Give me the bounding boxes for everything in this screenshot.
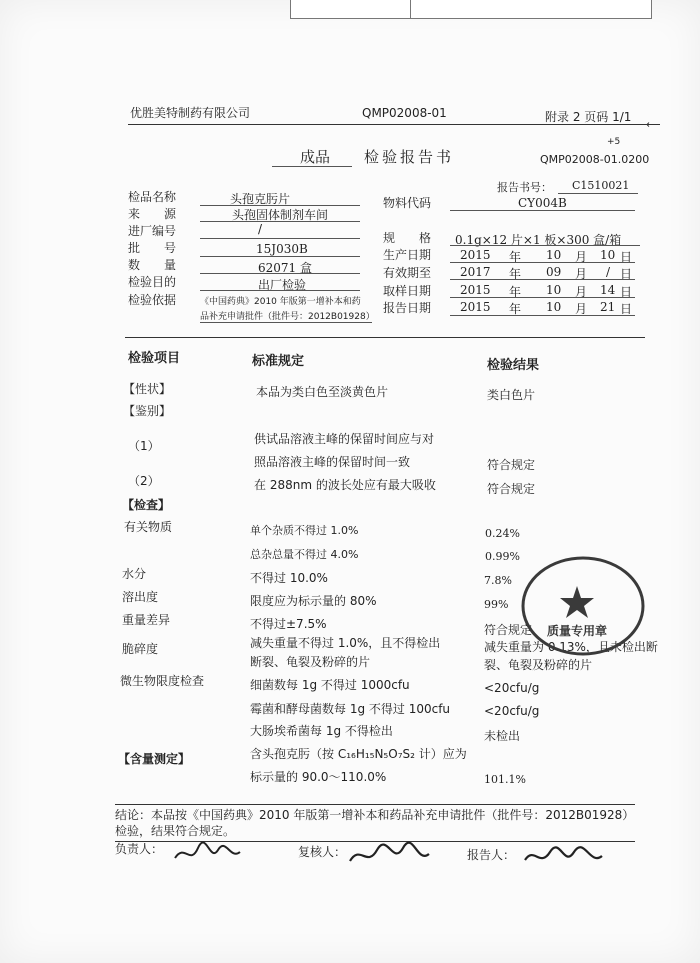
- standard-e-coli: 大肠埃希菌每 1g 不得检出: [250, 724, 393, 738]
- label-basis: 检验依据: [128, 293, 177, 307]
- value-basis-line2: 品补充申请批件（批件号：2012B01928）: [200, 312, 375, 322]
- standard-weight-variation: 不得过±7.5%: [250, 617, 327, 631]
- result-single-impurity: 0.24%: [485, 527, 520, 540]
- result-total-impurity: 0.99%: [485, 550, 520, 563]
- standard-appearance: 本品为类白色至淡黄色片: [256, 385, 389, 399]
- item-assay: 【含量测定】: [118, 752, 191, 766]
- nian-label: 年: [509, 267, 522, 281]
- item-identification: 【鉴别】: [123, 404, 172, 418]
- item-microbial-limit: 微生物限度检查: [120, 674, 205, 688]
- ri-label: 日: [620, 285, 633, 299]
- label-entry-no: 进厂编号: [128, 224, 177, 238]
- item-appearance: 【性状】: [123, 382, 172, 396]
- sampling-year: 2015: [460, 283, 491, 297]
- item-water: 水分: [122, 567, 147, 581]
- report-month: 10: [546, 300, 562, 314]
- seal-graphic: [515, 556, 645, 666]
- yue-label: 月: [575, 250, 588, 264]
- reviewer-label: 复核人：: [298, 845, 347, 859]
- value-entry-no: /: [258, 222, 263, 236]
- ri-label: 日: [620, 302, 633, 316]
- standard-friability-a: 减失重量不得过 1.0%，且不得检出: [250, 636, 441, 650]
- col-header-standard: 标准规定: [252, 354, 305, 369]
- label-product-name: 检品名称: [128, 190, 177, 204]
- company-name: 优胜美特制药有限公司: [130, 106, 251, 120]
- yue-label: 月: [575, 285, 588, 299]
- value-purpose: 出厂检验: [258, 278, 307, 292]
- production-day: 10: [600, 248, 616, 262]
- expiry-year: 2017: [460, 265, 491, 279]
- result-identification-2: 符合规定: [487, 482, 536, 496]
- result-appearance: 类白色片: [487, 388, 536, 402]
- label-material-code: 物料代码: [383, 196, 432, 210]
- value-spec: 0.1g×12 片×1 板×300 盒/箱: [455, 233, 622, 247]
- item-related-substances: 有关物质: [124, 520, 173, 534]
- report-no-value: C1510021: [572, 179, 630, 192]
- sampling-month: 10: [546, 283, 562, 297]
- seal-text: 质量专用章: [547, 624, 608, 638]
- result-dissolution: 99%: [484, 598, 509, 611]
- sampling-day: 14: [600, 283, 616, 297]
- production-year: 2015: [460, 248, 491, 262]
- form-code-note: +5: [607, 137, 621, 147]
- standard-bacteria-count: 细菌数每 1g 不得过 1000cfu: [250, 678, 410, 692]
- appendix-page: 附录 2 页码 1/1: [545, 110, 632, 124]
- result-assay: 101.1%: [484, 773, 526, 786]
- col-header-item: 检验项目: [128, 351, 181, 366]
- report-title: 检验报告书: [364, 148, 455, 166]
- expiry-month: 09: [546, 265, 562, 279]
- result-mold-yeast: <20cfu/g: [484, 704, 540, 718]
- document-code: QMP02008-01: [362, 106, 447, 120]
- yue-label: 月: [575, 302, 588, 316]
- value-material-code: CY004B: [518, 196, 567, 210]
- top-form-stub-right: [410, 0, 652, 19]
- nian-label: 年: [509, 302, 522, 316]
- standard-water: 不得过 10.0%: [250, 571, 328, 585]
- ri-label: 日: [620, 250, 633, 264]
- label-quantity: 数 量: [128, 258, 177, 272]
- label-expiry-date: 有效期至: [383, 266, 432, 280]
- conclusion-line-1: 结论：本品按《中国药典》2010 年版第一增补本和药品补充申请批件（批件号：2012B01928）: [115, 808, 635, 822]
- label-spec: 规 格: [383, 231, 432, 245]
- report-year: 2015: [460, 300, 491, 314]
- standard-assay-a: 含头孢克肟（按 C₁₆H₁₅N₅O₇S₂ 计）应为: [250, 747, 467, 761]
- form-code: QMP02008-01.0200: [540, 153, 650, 166]
- top-form-stub: [290, 0, 412, 19]
- value-batch-no: 15J030B: [256, 242, 308, 256]
- standard-dissolution: 限度应为标示量的 80%: [250, 594, 377, 608]
- responsible-label: 负责人：: [115, 842, 164, 856]
- value-source: 头孢固体制剂车间: [232, 208, 329, 222]
- standard-total-impurity: 总杂总量不得过 4.0%: [250, 548, 359, 561]
- result-friability-b: 裂、龟裂及粉碎的片: [484, 658, 593, 672]
- label-batch-no: 批 号: [128, 241, 177, 255]
- standard-single-impurity: 单个杂质不得过 1.0%: [250, 524, 359, 537]
- value-product-name: 头孢克肟片: [230, 192, 291, 206]
- label-sampling-date: 取样日期: [383, 284, 432, 298]
- standard-identification-1a: 供试品溶液主峰的保留时间应与对: [254, 432, 435, 446]
- expiry-day: /: [606, 265, 611, 279]
- reporter-signature: [520, 838, 610, 878]
- label-production-date: 生产日期: [383, 248, 432, 262]
- margin-mark: ←: [646, 118, 656, 131]
- label-source: 来 源: [128, 207, 177, 221]
- label-purpose: 检验目的: [128, 275, 177, 289]
- result-bacteria-count: <20cfu/g: [484, 681, 540, 695]
- conclusion-line-2: 检验，结果符合规定。: [115, 824, 236, 838]
- item-identification-2: （2）: [128, 474, 160, 488]
- item-weight-variation: 重量差异: [122, 613, 171, 627]
- quality-seal: [515, 556, 645, 666]
- item-identification-1: （1）: [128, 439, 160, 453]
- value-quantity: 62071 盒: [258, 261, 312, 275]
- standard-identification-2: 在 288nm 的波长处应有最大吸收: [254, 478, 436, 492]
- nian-label: 年: [509, 285, 522, 299]
- result-e-coli: 未检出: [484, 729, 521, 743]
- item-dissolution: 溶出度: [122, 590, 159, 604]
- standard-identification-1b: 照品溶液主峰的保留时间一致: [254, 455, 411, 469]
- nian-label: 年: [509, 250, 522, 264]
- ri-label: 日: [620, 267, 633, 281]
- result-friability-a: 减失重量为 0.13%，且未检出断: [484, 640, 658, 654]
- production-month: 10: [546, 248, 562, 262]
- report-day: 21: [600, 300, 616, 314]
- result-weight-variation: 符合规定: [484, 623, 533, 637]
- yue-label: 月: [575, 267, 588, 281]
- item-friability: 脆碎度: [122, 642, 159, 656]
- item-inspection: 【检查】: [122, 498, 171, 512]
- result-water: 7.8%: [484, 574, 512, 587]
- report-no-label: 报告书号：: [497, 181, 552, 194]
- reviewer-signature: [345, 836, 435, 876]
- title-prefix: 成品: [300, 148, 331, 166]
- result-identification-1: 符合规定: [487, 458, 536, 472]
- standard-mold-yeast: 霉菌和酵母菌数每 1g 不得过 100cfu: [250, 702, 451, 716]
- standard-friability-b: 断裂、龟裂及粉碎的片: [250, 655, 371, 669]
- reporter-label: 报告人：: [467, 848, 516, 862]
- value-basis-line1: 《中国药典》2010 年版第一增补本和药: [200, 297, 361, 307]
- label-report-date: 报告日期: [383, 301, 432, 315]
- responsible-signature: [170, 838, 250, 870]
- standard-assay-b: 标示量的 90.0～110.0%: [250, 770, 387, 784]
- col-header-result: 检验结果: [487, 358, 540, 373]
